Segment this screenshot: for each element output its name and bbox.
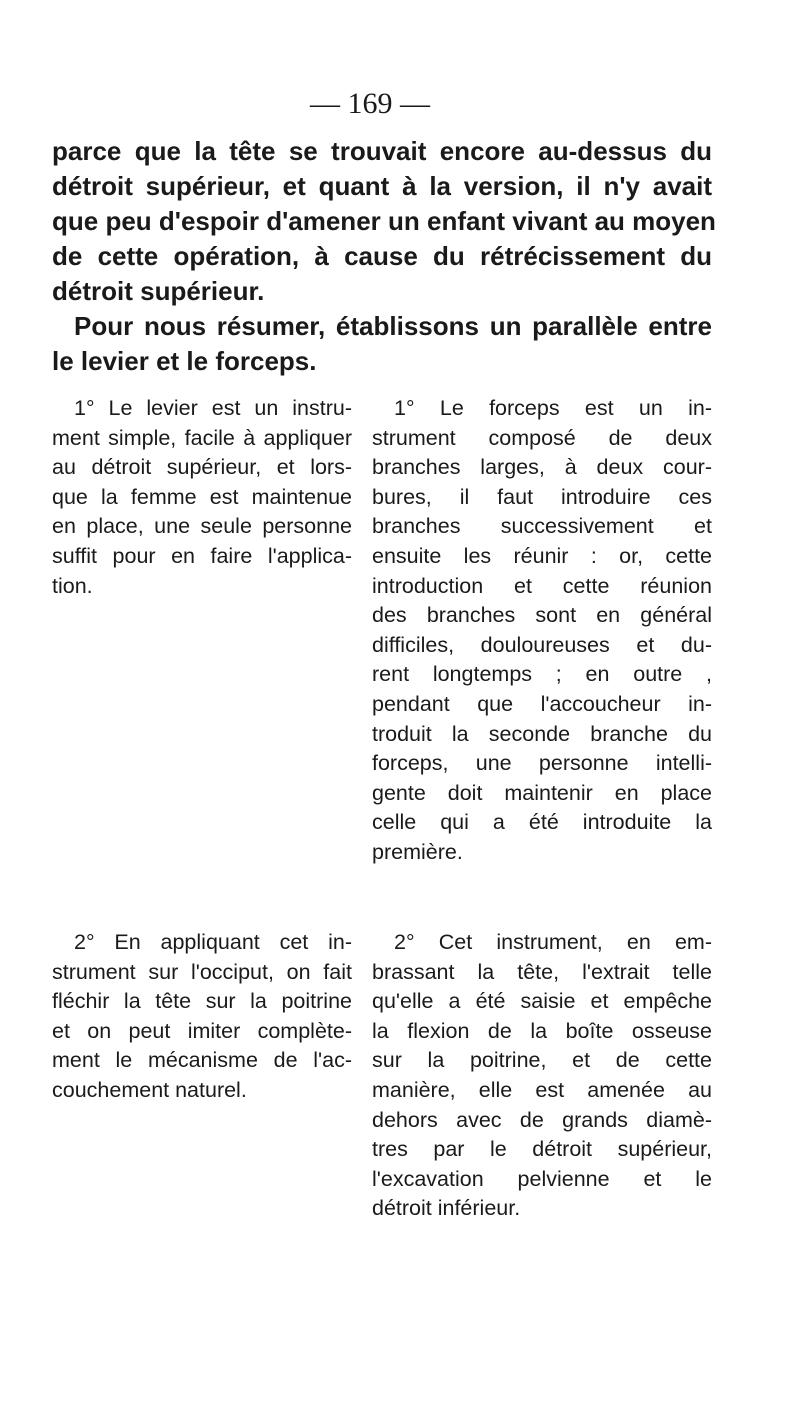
text-line: branches larges, à deux cour- bbox=[372, 455, 712, 480]
text-line: 2° Cet instrument, en em- bbox=[394, 930, 712, 954]
text-line: qu'elle a été saisie et empêche bbox=[372, 989, 712, 1014]
text-line: de cette opération, à cause du rétrécissement du bbox=[52, 241, 712, 271]
text-line: troduit la seconde branche du bbox=[372, 721, 712, 746]
text-line: tion. bbox=[52, 573, 93, 598]
text-line: strument composé de deux bbox=[372, 425, 712, 450]
text-line: et on peut imiter complète- bbox=[52, 1018, 352, 1043]
text-line: celle qui a été introduite la bbox=[372, 810, 712, 835]
text-line: fléchir la tête sur la poitrine bbox=[52, 989, 352, 1014]
forceps-point-1 bbox=[372, 394, 712, 868]
text-line: la flexion de la boîte osseuse bbox=[372, 1018, 712, 1043]
text-line: sur la poitrine, et de cette bbox=[372, 1048, 712, 1073]
text-line: brassant la tête, l'extrait telle bbox=[372, 959, 712, 984]
intro-paragraph bbox=[52, 134, 716, 379]
text-line: première. bbox=[372, 839, 463, 864]
text-line: détroit supérieur, et quant à la version, il n'y avait bbox=[52, 171, 712, 201]
levier-point-2 bbox=[52, 928, 352, 1106]
text-line: en place, une seule personne bbox=[52, 514, 352, 539]
text-line: parce que la tête se trouvait encore au-dessus du bbox=[52, 136, 712, 166]
text-line: difficiles, douloureuses et du- bbox=[372, 632, 712, 657]
text-line: le levier et le forceps. bbox=[52, 346, 317, 376]
text-line: 1° Le levier est un instru- bbox=[74, 396, 352, 420]
text-line: pendant que l'accoucheur in- bbox=[372, 691, 712, 716]
text-line: branches successivement et bbox=[372, 514, 712, 539]
levier-point-1 bbox=[52, 394, 352, 601]
forceps-point-2 bbox=[372, 928, 712, 1224]
text-line: ensuite les réunir : or, cette bbox=[372, 543, 712, 568]
text-line: que la femme est maintenue bbox=[52, 484, 352, 509]
text-line: manière, elle est amenée au bbox=[372, 1077, 712, 1102]
text-line: introduction et cette réunion bbox=[372, 573, 712, 598]
text-line: que peu d'espoir d'amener un enfant vivant au moyen bbox=[52, 206, 716, 236]
text-line: strument sur l'occiput, on fait bbox=[52, 959, 352, 984]
text-line: détroit inférieur. bbox=[372, 1196, 521, 1221]
text-line: 1° Le forceps est un in- bbox=[394, 396, 712, 420]
text-line: rent longtemps ; en outre , bbox=[372, 662, 712, 687]
text-line: bures, il faut introduire ces bbox=[372, 484, 712, 509]
text-line: Pour nous résumer, établissons un parallèle entre bbox=[74, 311, 712, 341]
text-line: des branches sont en général bbox=[372, 603, 712, 628]
text-line: l'excavation pelvienne et le bbox=[372, 1166, 712, 1191]
text-line: ment simple, facile à appliquer bbox=[52, 425, 352, 450]
text-line: au détroit supérieur, et lors- bbox=[52, 455, 352, 480]
text-line: détroit supérieur. bbox=[52, 276, 265, 306]
text-line: forceps, une personne intelli- bbox=[372, 751, 712, 776]
page-number: — 169 — bbox=[310, 87, 430, 120]
text-line: tres par le détroit supérieur, bbox=[372, 1137, 712, 1162]
text-line: couchement naturel. bbox=[52, 1077, 247, 1102]
text-line: suffit pour en faire l'applica- bbox=[52, 543, 352, 568]
text-line: ment le mécanisme de l'ac- bbox=[52, 1048, 352, 1073]
text-line: gente doit maintenir en place bbox=[372, 780, 712, 805]
text-line: 2° En appliquant cet in- bbox=[74, 930, 352, 954]
intro-text bbox=[52, 134, 716, 379]
text-line: dehors avec de grands diamè- bbox=[372, 1107, 712, 1132]
